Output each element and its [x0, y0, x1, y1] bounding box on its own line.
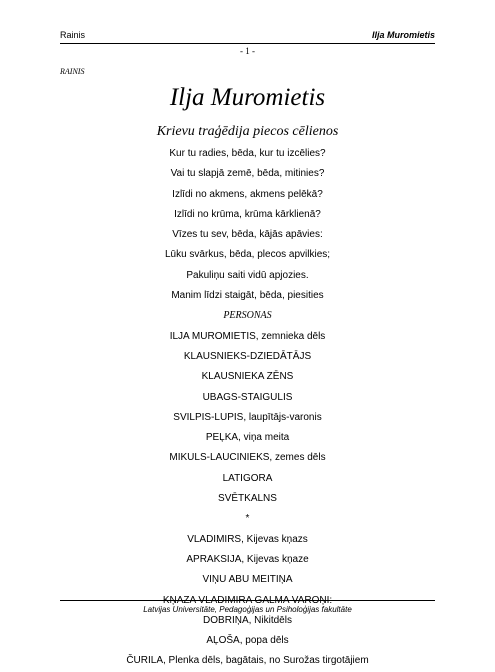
work-subtitle: Krievu traģēdija piecos cēlienos — [156, 124, 339, 139]
verse-line: Izlīdi no krūma, krūma kārklienā? — [174, 208, 321, 220]
character-line: MIKULS-LAUCINIEKS, zemes dēls — [169, 452, 326, 464]
page-number: - 1 - — [240, 46, 255, 56]
verse-line: Pakuliņu saiti vidū apjozies. — [186, 269, 309, 281]
verse-line: Vai tu slapjā zemē, bēda, mitinies? — [170, 168, 325, 180]
verse-line: Manim līdzi staigāt, bēda, piesities — [171, 290, 324, 302]
character-line: LATIGORA — [222, 472, 273, 484]
running-header — [60, 30, 435, 44]
header-title: Ilja Muromietis — [371, 30, 435, 40]
character-line: KLAUSNIEKA ZĒNS — [201, 371, 294, 383]
character-line: SVĒTKALNS — [218, 493, 277, 505]
header-rule — [60, 43, 435, 44]
text-body — [0, 144, 495, 672]
work-title: Ilja Muromietis — [169, 84, 326, 111]
character-line: ČURILA, Plenka dēls, bagātais, no Surožas tirgotājiem — [126, 655, 369, 667]
character-line: APRAKSIJA, Kijevas kņaze — [186, 553, 309, 565]
header-author: Rainis — [60, 30, 86, 40]
character-line: DOBRIŅA, Nikitdēls — [203, 614, 292, 626]
character-line: AĻOŠA, popa dēls — [206, 635, 289, 647]
character-line: PEĻKA, viņa meita — [205, 432, 290, 444]
separator-asterisk: * — [245, 513, 250, 525]
footer-rule — [60, 600, 435, 601]
character-line: UBAGS-STAIGULIS — [202, 391, 293, 403]
character-line: KLAUSNIEKS-DZIEDĀTĀJS — [183, 350, 312, 362]
character-line: KŅAZA VLADIMIRA GALMA VAROŅI: — [162, 594, 333, 606]
verse-line: Izlīdi no akmens, akmens pelēkā? — [172, 188, 323, 200]
character-line: VIŅU ABU MEITIŅA — [202, 574, 293, 586]
character-line: SVILPIS-LUPIS, laupītājs-varonis — [173, 411, 322, 423]
verse-line: Vīzes tu sev, bēda, kājās apāvies: — [172, 229, 323, 241]
section-heading-personas: PERSONAS — [223, 310, 272, 322]
verse-line: Kur tu radies, bēda, kur tu izcēlies? — [169, 148, 326, 159]
verse-line: Lūku svārkus, bēda, plecos apvilkies; — [164, 249, 331, 261]
character-line: ILJA MUROMIETIS, zemnieka dēls — [169, 330, 326, 342]
running-footer: Latvijas Universitāte, Pedagoģijas un Psiholoģijas fakultāte — [143, 605, 352, 614]
author-name: RAINIS — [60, 67, 85, 76]
character-line: VLADIMIRS, Kijevas kņazs — [187, 533, 308, 545]
